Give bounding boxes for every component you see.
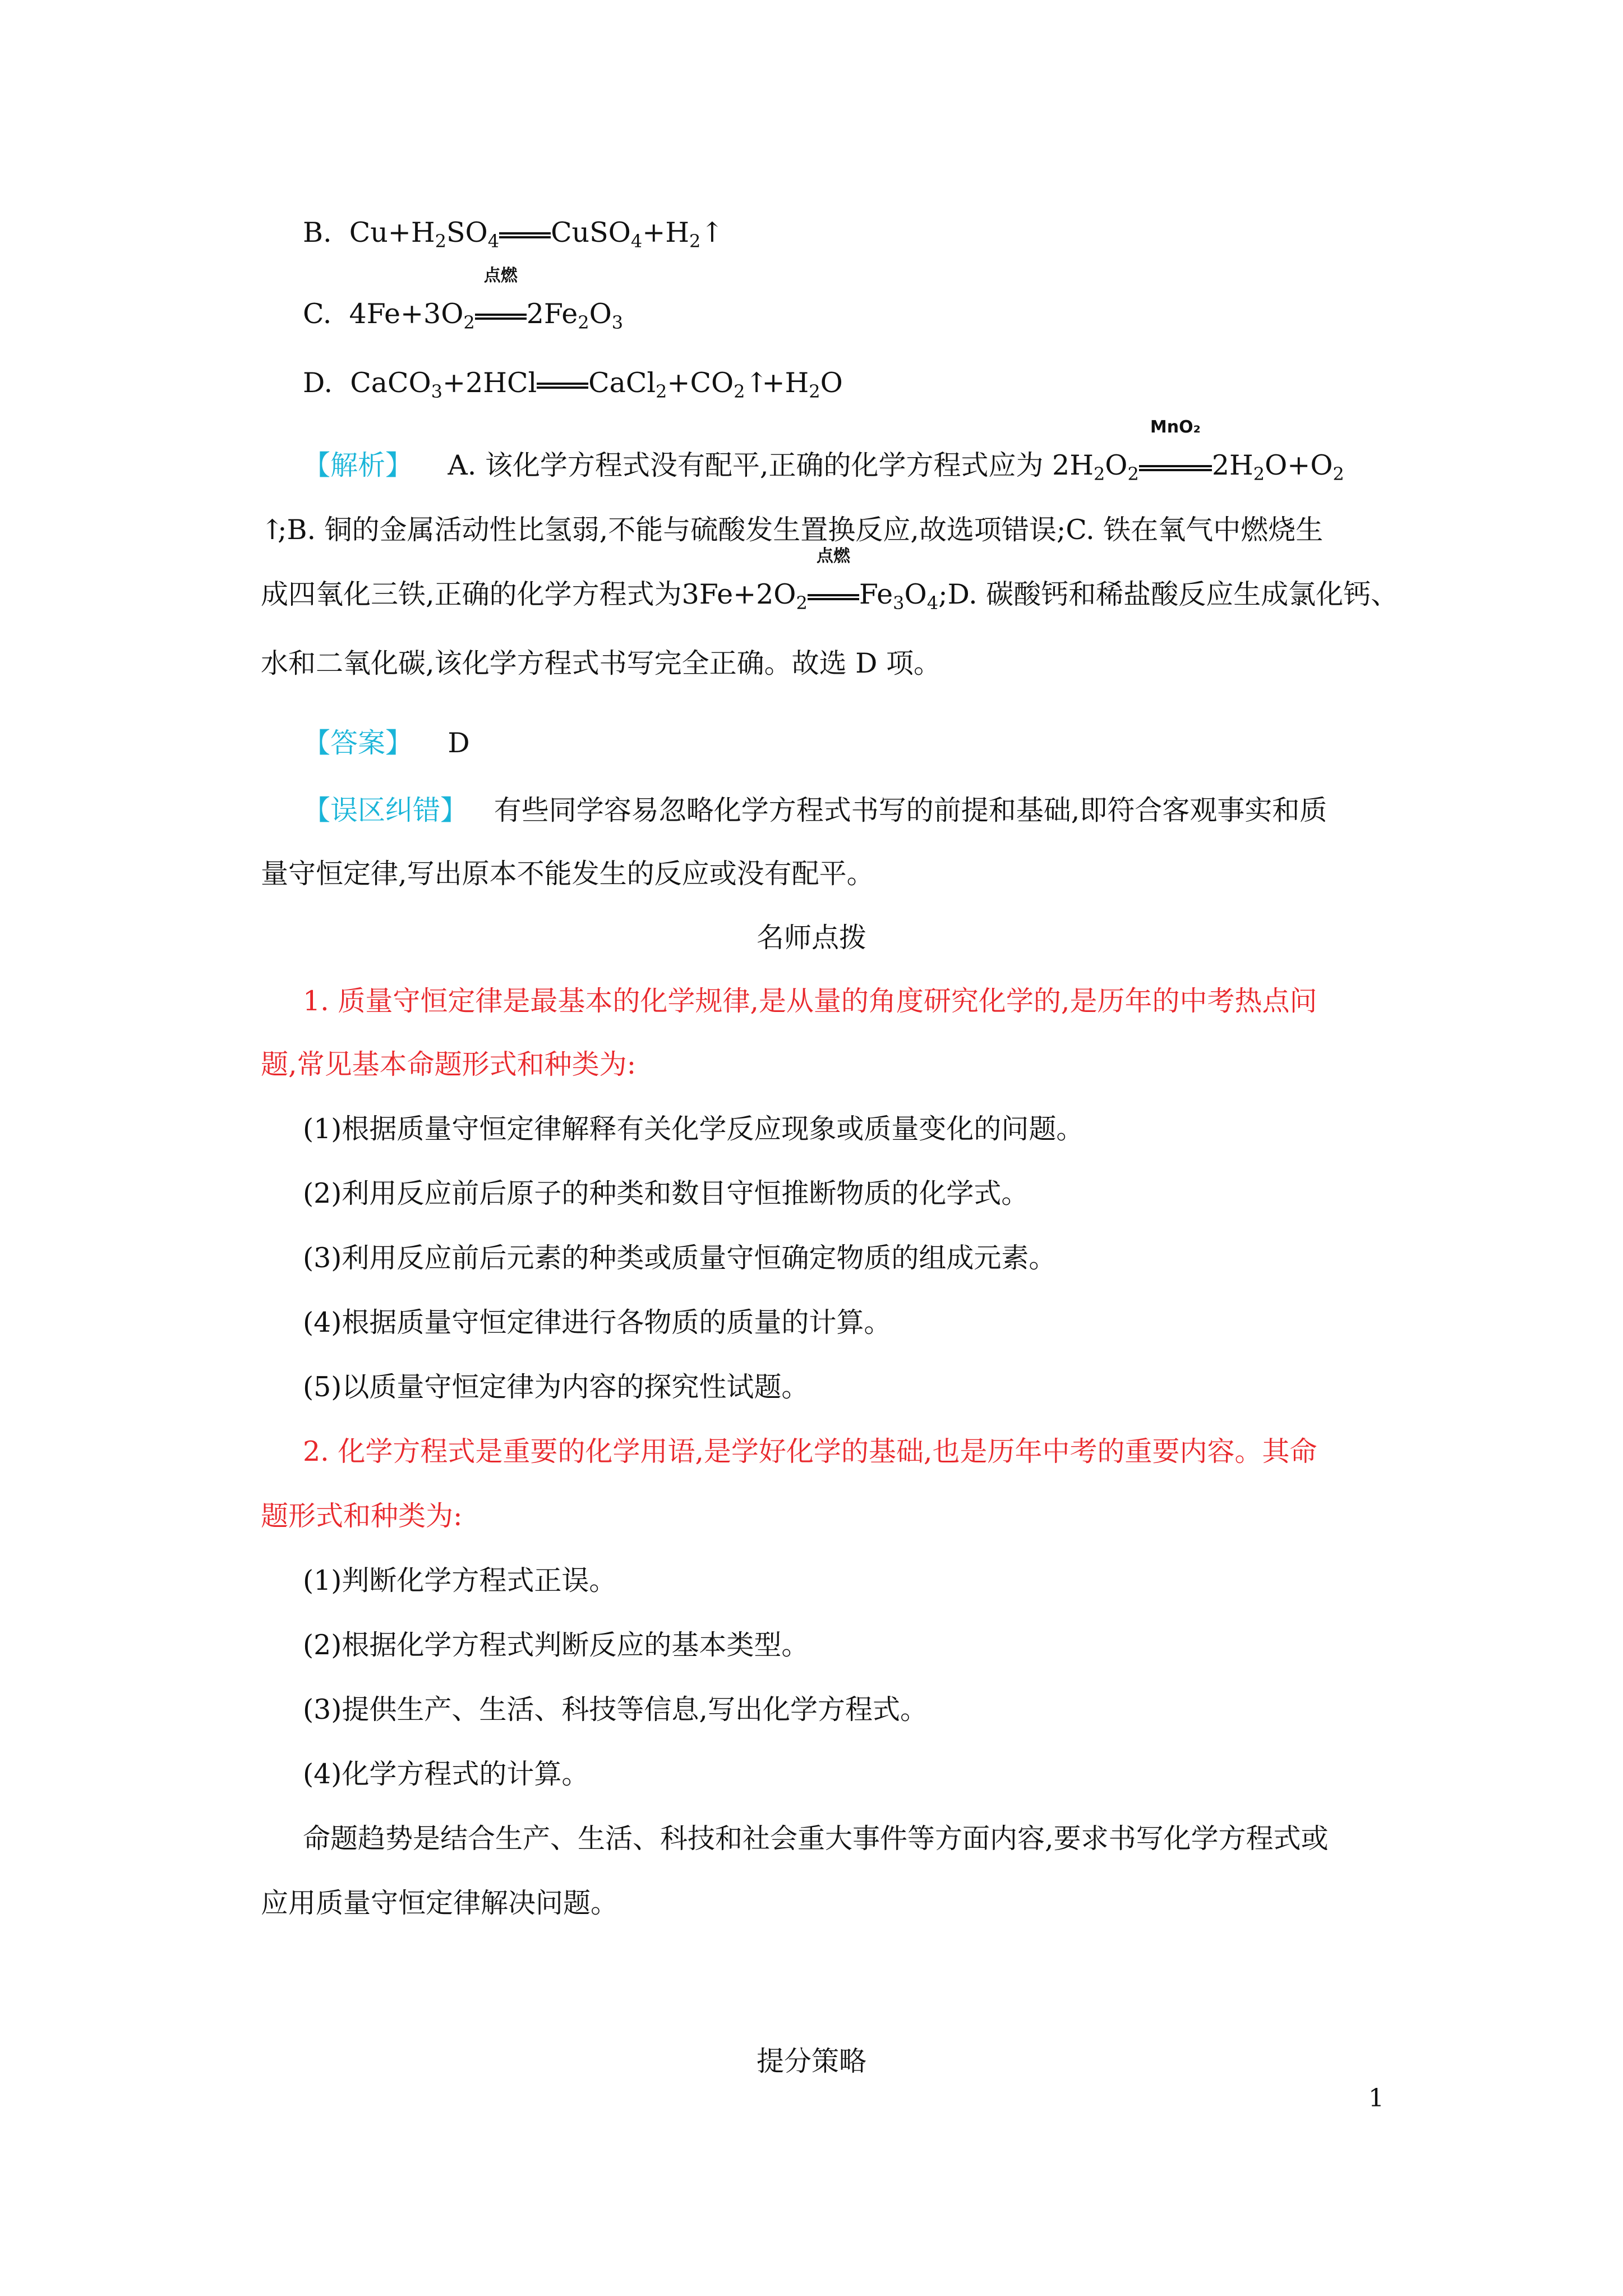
mno2-condition: MnO₂ <box>1150 417 1201 437</box>
answer-value: D <box>448 727 470 759</box>
analysis-text-2: ;B. 铜的金属活动性比氢弱,不能与硫酸发生置换反应,故选项错误;C. 铁在氧气中燃烧生 <box>278 514 1324 546</box>
list-item: (1)判断化学方程式正误。 <box>303 1565 617 1596</box>
section-title: 名师点拨 <box>756 922 866 954</box>
reaction-condition: 点燃 <box>483 266 518 286</box>
analysis-line-4 <box>261 641 1377 686</box>
trend-line-1: 命题趋势是结合生产、生活、科技和社会重大事件等方面内容,要求书写化学方程式或 <box>303 1823 1329 1855</box>
correction-line-2 <box>261 852 1377 896</box>
list-item: (3)利用反应前后元素的种类或质量守恒确定物质的组成元素。 <box>303 1242 1057 1274</box>
analysis-line-2: ↑;B. 铜的金属活动性比氢弱,不能与硫酸发生置换反应,故选项错误;C. 铁在氧气中燃烧生 <box>261 514 1324 546</box>
correction-text-1: 有些同学容易忽略化学方程式书写的前提和基础,即符合客观事实和质 <box>494 794 1327 826</box>
correction-text-2: 量守恒定律,写出原本不能发生的反应或没有配平。 <box>261 858 874 890</box>
analysis-text-1: A. 该化学方程式没有配平,正确的化学方程式应为 <box>448 449 1044 481</box>
point-2-line-2: 题形式和种类为: <box>261 1500 463 1532</box>
analysis-text-4: 水和二氧化碳,该化学方程式书写完全正确。故选 D 项。 <box>261 647 942 679</box>
list-item: (4)根据质量守恒定律进行各物质的质量的计算。 <box>303 1306 892 1338</box>
list-item: (1)根据质量守恒定律解释有关化学反应现象或质量变化的问题。 <box>303 1113 1084 1145</box>
correction-tag: 【误区纠错】 <box>303 794 468 826</box>
analysis-text-3b: ;D. 碳酸钙和稀盐酸反应生成氯化钙、 <box>938 578 1399 610</box>
burn-condition: 点燃 <box>816 546 850 566</box>
list-item: (5)以质量守恒定律为内容的探究性试题。 <box>303 1371 809 1403</box>
list-item: (2)根据化学方程式判断反应的基本类型。 <box>303 1629 809 1661</box>
option-d: D. CaCO$_3$+2HCl $CaCl_2+CO_2↑+H_2O$ <box>303 367 843 402</box>
option-b: B. $Cu+H_2SO_4$ $CuSO_4+H_2↑$ <box>303 210 1419 255</box>
section-title-2: 提分策略 <box>756 2045 866 2077</box>
analysis-tag: 【解析】 <box>303 449 413 481</box>
equals-sign <box>499 232 551 238</box>
list-item: (3)提供生产、生活、科技等信息,写出化学方程式。 <box>303 1694 928 1726</box>
option-d-label: D. <box>303 367 333 399</box>
point-1-line-1: 1. 质量守恒定律是最基本的化学规律,是从量的角度研究化学的,是历年的中考热点问 <box>303 985 1317 1017</box>
list-item: (2)利用反应前后原子的种类和数目守恒推断物质的化学式。 <box>303 1177 1029 1209</box>
point-2-line-1: 2. 化学方程式是重要的化学用语,是学好化学的基础,也是历年中考的重要内容。其命 <box>303 1435 1317 1467</box>
option-c: C. $4Fe+3O_2$ 点燃 $2Fe_2O_3$ <box>303 266 624 333</box>
list-item: (4)化学方程式的计算。 <box>303 1758 589 1790</box>
analysis-line-1: 【解析】 A. 该化学方程式没有配平,正确的化学方程式应为 $2H_2O_2$ MnO₂ $2H_2O+O_2$ <box>303 417 1344 485</box>
correction-line-1 <box>303 788 1419 833</box>
gas-arrow: ↑ <box>700 217 724 249</box>
point-1-line-2: 题,常见基本命题形式和种类为: <box>261 1048 637 1080</box>
option-c-label: C. <box>303 298 332 330</box>
page-number: 1 <box>1368 2084 1384 2113</box>
analysis-line-3: 成四氧化三铁,正确的化学方程式为$3Fe+2O_2$ 点燃 $Fe_3O_4;D$. 碳酸钙和稀盐酸反应生成氯化钙、 <box>261 546 1399 614</box>
option-b-label: B. <box>303 217 332 249</box>
analysis-text-3: 成四氧化三铁,正确的化学方程式为 <box>261 578 682 610</box>
answer-tag: 【答案】 <box>303 727 413 759</box>
trend-line-2: 应用质量守恒定律解决问题。 <box>261 1887 619 1919</box>
answer-line <box>303 721 1419 766</box>
